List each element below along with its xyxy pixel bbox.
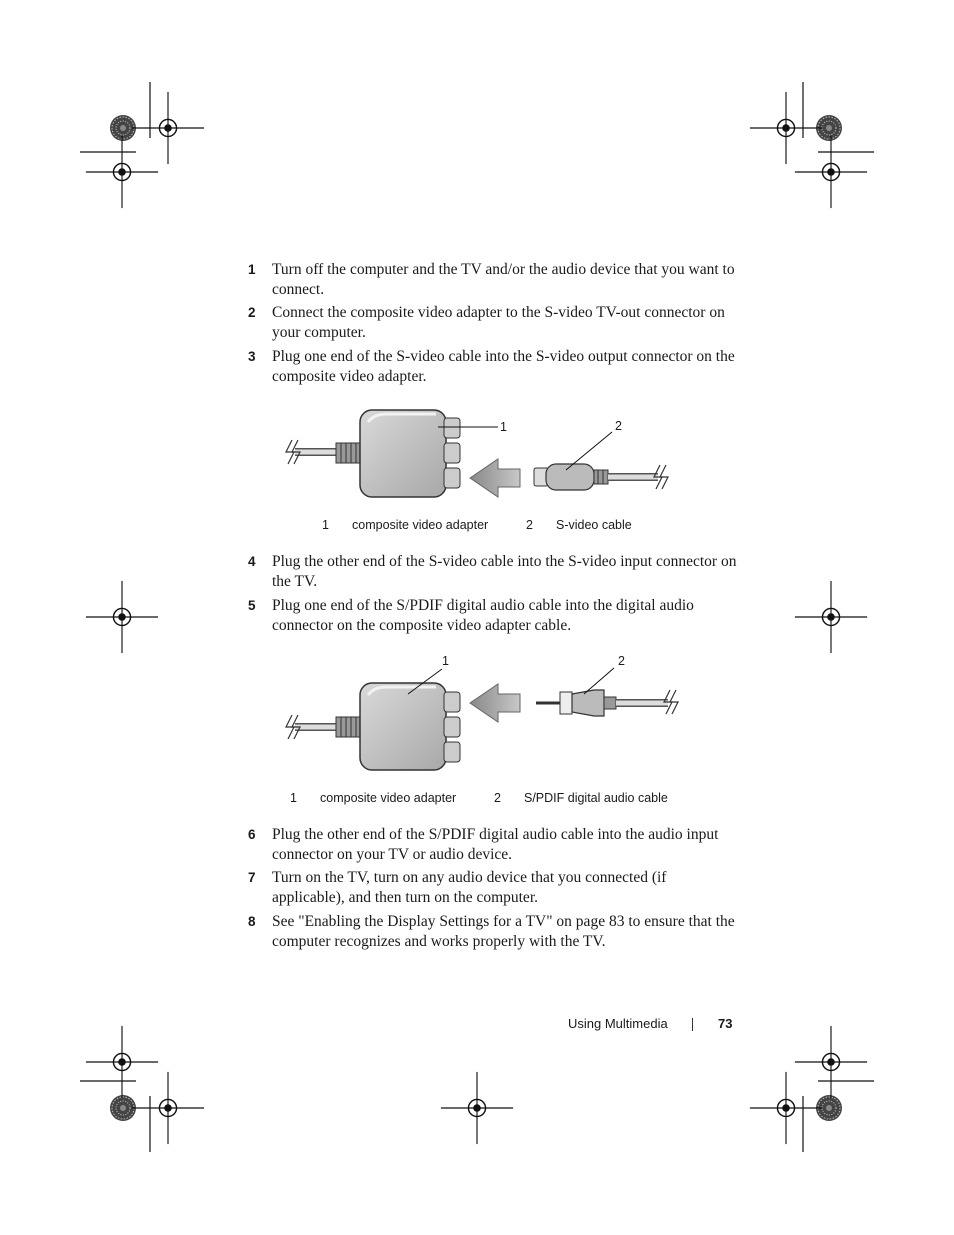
- step-text: Turn off the computer and the TV and/or the audio device that you want to connect.: [272, 261, 735, 298]
- caption-number: 1: [322, 518, 329, 532]
- step-number: 7: [248, 870, 256, 885]
- step-number: 6: [248, 827, 256, 842]
- callout-1: 1: [442, 654, 449, 668]
- step-number: 3: [248, 349, 256, 364]
- step-text: Plug one end of the S/PDIF digital audio cable into the digital audio connector on the composite video adapter cable.: [272, 597, 694, 634]
- step-text: Plug one end of the S-video cable into the S-video output connector on the composite video adapter.: [272, 348, 735, 385]
- callout-2: 2: [618, 654, 625, 668]
- footer-section-title: Using Multimedia: [568, 1016, 668, 1031]
- step-text: Connect the composite video adapter to the S-video TV-out connector on your computer.: [272, 304, 725, 341]
- caption-label: S/PDIF digital audio cable: [524, 791, 668, 805]
- step-number: 2: [248, 305, 256, 320]
- callout-2: 2: [615, 419, 622, 433]
- callout-1: 1: [500, 420, 507, 434]
- footer-divider: [692, 1018, 693, 1031]
- step-number: 4: [248, 554, 256, 569]
- caption-label: composite video adapter: [352, 518, 489, 532]
- caption-number: 2: [526, 518, 533, 532]
- step-number: 1: [248, 262, 256, 277]
- step-number: 8: [248, 914, 256, 929]
- caption-number: 2: [494, 791, 501, 805]
- page-number: 73: [718, 1016, 733, 1031]
- step-text: Plug the other end of the S-video cable into the S-video input connector on the TV.: [272, 553, 737, 590]
- step-text: See "Enabling the Display Settings for a TV" on page 83 to ensure that the computer recognizes and works properly with the TV.: [272, 913, 735, 950]
- caption-label: composite video adapter: [320, 791, 457, 805]
- caption-label: S-video cable: [556, 518, 632, 532]
- step-text: Plug the other end of the S/PDIF digital audio cable into the audio input connector on your TV or audio device.: [272, 826, 719, 863]
- step-number: 5: [248, 598, 256, 613]
- caption-number: 1: [290, 791, 297, 805]
- step-text: Turn on the TV, turn on any audio device that you connected (if applicable), and then turn on the computer.: [272, 869, 667, 906]
